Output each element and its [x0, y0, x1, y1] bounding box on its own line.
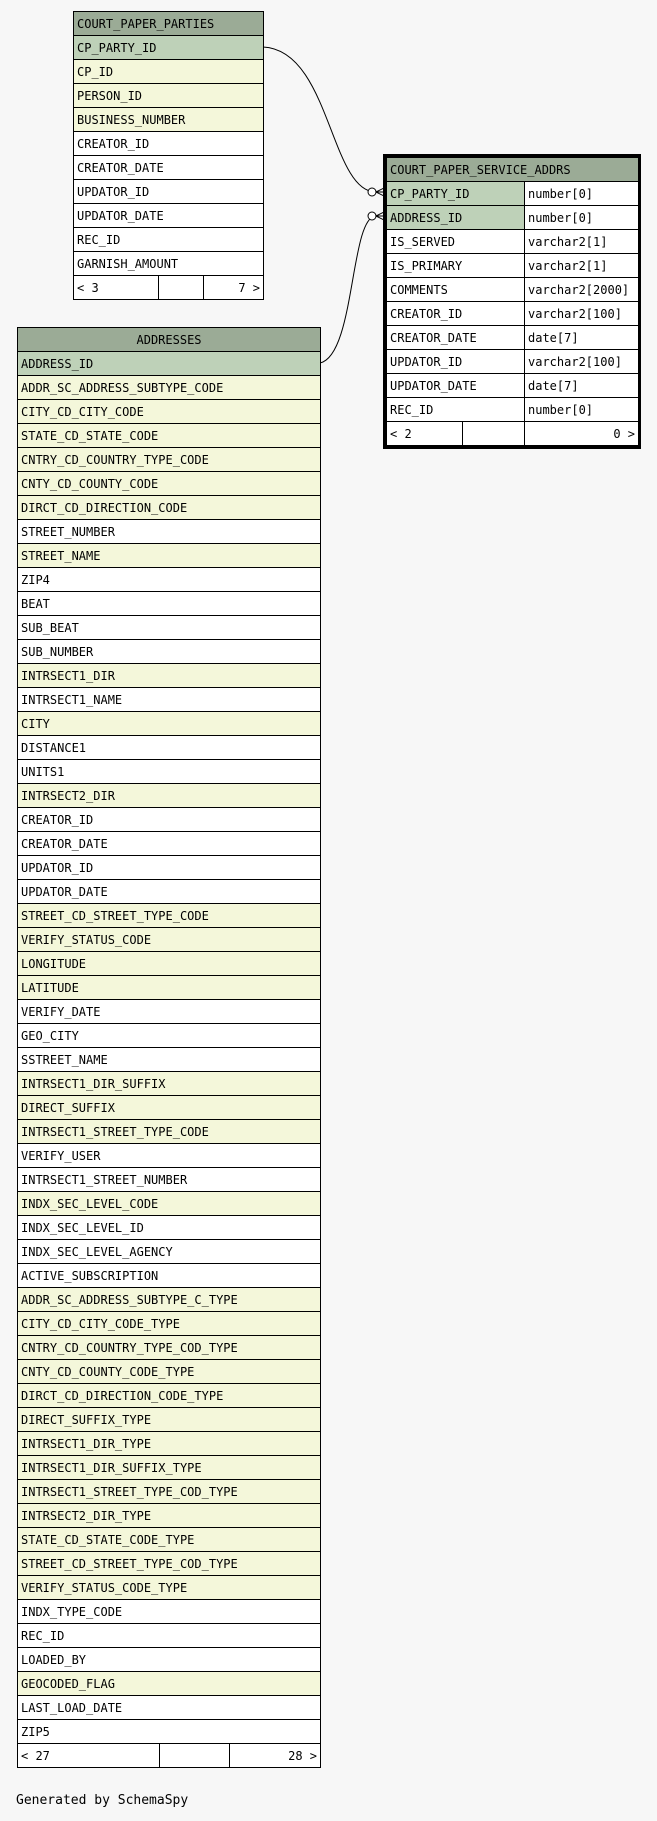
column-row[interactable]: [387, 230, 639, 254]
column-name: ADDRESS_ID: [18, 352, 321, 376]
column-name: CREATOR_ID: [74, 132, 264, 156]
column-name: DIRECT_SUFFIX_TYPE: [18, 1408, 321, 1432]
column-name: CP_ID: [74, 60, 264, 84]
column-row[interactable]: [18, 1024, 321, 1048]
column-name: ZIP5: [18, 1720, 321, 1744]
column-row[interactable]: [18, 1408, 321, 1432]
column-name: UPDATOR_ID: [18, 856, 321, 880]
column-row[interactable]: [18, 424, 321, 448]
column-row[interactable]: [18, 1288, 321, 1312]
connector-optional-marker: [368, 212, 376, 220]
column-name: STATE_CD_STATE_CODE: [18, 424, 321, 448]
column-row[interactable]: [18, 640, 321, 664]
column-row[interactable]: [18, 808, 321, 832]
column-type: date[7]: [525, 326, 639, 350]
column-name: GEO_CITY: [18, 1024, 321, 1048]
column-row[interactable]: [18, 1432, 321, 1456]
column-name: UPDATOR_DATE: [387, 374, 525, 398]
column-name: GARNISH_AMOUNT: [74, 252, 264, 276]
column-name: ADDR_SC_ADDRESS_SUBTYPE_C_TYPE: [18, 1288, 321, 1312]
column-row[interactable]: [18, 976, 321, 1000]
column-name: DIRCT_CD_DIRECTION_CODE_TYPE: [18, 1384, 321, 1408]
column-row[interactable]: [74, 36, 264, 60]
column-name: SSTREET_NAME: [18, 1048, 321, 1072]
column-name: LONGITUDE: [18, 952, 321, 976]
column-row[interactable]: [387, 350, 639, 374]
column-name: INTRSECT2_DIR_TYPE: [18, 1504, 321, 1528]
column-row[interactable]: [18, 664, 321, 688]
table-header-row: [387, 158, 639, 182]
table-name: COURT_PAPER_PARTIES: [74, 12, 264, 36]
connector-parties-to-service-addrs: [263, 47, 375, 192]
column-name: CNTY_CD_COUNTY_CODE: [18, 472, 321, 496]
column-name: CNTRY_CD_COUNTRY_TYPE_COD_TYPE: [18, 1336, 321, 1360]
column-name: COMMENTS: [387, 278, 525, 302]
column-name: INTRSECT1_DIR_TYPE: [18, 1432, 321, 1456]
column-name: VERIFY_STATUS_CODE_TYPE: [18, 1576, 321, 1600]
column-name: INDX_TYPE_CODE: [18, 1600, 321, 1624]
column-type: number[0]: [525, 182, 639, 206]
column-name: INDX_SEC_LEVEL_ID: [18, 1216, 321, 1240]
column-row[interactable]: [74, 84, 264, 108]
column-row[interactable]: [18, 784, 321, 808]
column-name: INTRSECT1_NAME: [18, 688, 321, 712]
column-name: CREATOR_DATE: [18, 832, 321, 856]
children-count: 7 >: [204, 276, 264, 300]
column-name: IS_PRIMARY: [387, 254, 525, 278]
column-name: VERIFY_STATUS_CODE: [18, 928, 321, 952]
column-row[interactable]: [18, 1144, 321, 1168]
column-name: DISTANCE1: [18, 736, 321, 760]
column-type: number[0]: [525, 398, 639, 422]
column-row[interactable]: [18, 1096, 321, 1120]
column-row[interactable]: [18, 1120, 321, 1144]
column-name: GEOCODED_FLAG: [18, 1672, 321, 1696]
column-row[interactable]: [18, 1048, 321, 1072]
column-row[interactable]: [18, 1648, 321, 1672]
column-row[interactable]: [387, 278, 639, 302]
column-row[interactable]: [18, 952, 321, 976]
table-footer-row: [74, 276, 264, 300]
table-name: COURT_PAPER_SERVICE_ADDRS: [387, 158, 639, 182]
column-row[interactable]: [18, 1384, 321, 1408]
column-name: ZIP4: [18, 568, 321, 592]
connector-optional-marker: [368, 188, 376, 196]
column-name: VERIFY_DATE: [18, 1000, 321, 1024]
column-row[interactable]: [74, 60, 264, 84]
column-name: ACTIVE_SUBSCRIPTION: [18, 1264, 321, 1288]
column-row[interactable]: [18, 880, 321, 904]
table-header-row: [74, 12, 264, 36]
column-row[interactable]: [18, 616, 321, 640]
column-row[interactable]: [18, 1600, 321, 1624]
footer-spacer: [160, 1744, 230, 1768]
column-type: number[0]: [525, 206, 639, 230]
column-row[interactable]: [18, 1624, 321, 1648]
parents-count: < 3: [74, 276, 159, 300]
column-name: REC_ID: [18, 1624, 321, 1648]
column-name: LATITUDE: [18, 976, 321, 1000]
column-row[interactable]: [18, 1312, 321, 1336]
column-name: DIRECT_SUFFIX: [18, 1096, 321, 1120]
column-row[interactable]: [18, 1000, 321, 1024]
column-name: BEAT: [18, 592, 321, 616]
column-type: varchar2[100]: [525, 350, 639, 374]
entity-addresses[interactable]: [17, 327, 320, 1768]
column-name: STREET_CD_STREET_TYPE_COD_TYPE: [18, 1552, 321, 1576]
column-name: INTRSECT1_DIR_SUFFIX_TYPE: [18, 1456, 321, 1480]
column-type: varchar2[100]: [525, 302, 639, 326]
column-row[interactable]: [18, 1528, 321, 1552]
column-name: CITY_CD_CITY_CODE: [18, 400, 321, 424]
column-row[interactable]: [18, 352, 321, 376]
column-name: UPDATOR_DATE: [18, 880, 321, 904]
column-name: UPDATOR_ID: [387, 350, 525, 374]
column-name: SUB_NUMBER: [18, 640, 321, 664]
column-name: INTRSECT2_DIR: [18, 784, 321, 808]
column-row[interactable]: [18, 1672, 321, 1696]
column-row[interactable]: [18, 760, 321, 784]
column-row[interactable]: [74, 204, 264, 228]
column-name: STATE_CD_STATE_CODE_TYPE: [18, 1528, 321, 1552]
column-name: INTRSECT1_STREET_NUMBER: [18, 1168, 321, 1192]
footer-spacer: [463, 422, 525, 446]
generated-by-label: Generated by SchemaSpy: [16, 1793, 189, 1808]
column-type: varchar2[1]: [525, 254, 639, 278]
column-name: INTRSECT1_STREET_TYPE_COD_TYPE: [18, 1480, 321, 1504]
column-name: UNITS1: [18, 760, 321, 784]
column-row[interactable]: [18, 1552, 321, 1576]
column-row[interactable]: [18, 1240, 321, 1264]
column-name: CNTRY_CD_COUNTRY_TYPE_CODE: [18, 448, 321, 472]
entity-court-paper-service-addrs[interactable]: [383, 154, 641, 449]
column-row[interactable]: [18, 568, 321, 592]
column-row[interactable]: [74, 132, 264, 156]
column-name: STREET_NUMBER: [18, 520, 321, 544]
column-row[interactable]: [387, 398, 639, 422]
connector-addresses-to-service-addrs: [320, 216, 375, 363]
column-row[interactable]: [18, 736, 321, 760]
column-name: LOADED_BY: [18, 1648, 321, 1672]
column-name: IS_SERVED: [387, 230, 525, 254]
column-row[interactable]: [387, 374, 639, 398]
column-row[interactable]: [387, 326, 639, 350]
column-name: BUSINESS_NUMBER: [74, 108, 264, 132]
children-count: 0 >: [525, 422, 639, 446]
column-name: CITY_CD_CITY_CODE_TYPE: [18, 1312, 321, 1336]
column-row[interactable]: [18, 544, 321, 568]
column-row[interactable]: [18, 688, 321, 712]
column-name: CREATOR_DATE: [387, 326, 525, 350]
column-row[interactable]: [74, 108, 264, 132]
column-row[interactable]: [18, 904, 321, 928]
column-row[interactable]: [18, 928, 321, 952]
column-name: STREET_CD_STREET_TYPE_CODE: [18, 904, 321, 928]
column-name: CREATOR_ID: [18, 808, 321, 832]
table-footer-row: [387, 422, 639, 446]
column-row[interactable]: [18, 400, 321, 424]
column-name: CREATOR_ID: [387, 302, 525, 326]
column-name: INTRSECT1_STREET_TYPE_CODE: [18, 1120, 321, 1144]
column-row[interactable]: [18, 1696, 321, 1720]
table-footer-row: [18, 1744, 321, 1768]
column-name: LAST_LOAD_DATE: [18, 1696, 321, 1720]
column-name: STREET_NAME: [18, 544, 321, 568]
column-row[interactable]: [18, 520, 321, 544]
column-type: varchar2[2000]: [525, 278, 639, 302]
column-name: REC_ID: [74, 228, 264, 252]
column-name: UPDATOR_DATE: [74, 204, 264, 228]
entity-court-paper-parties[interactable]: [73, 11, 263, 300]
footer-spacer: [159, 276, 204, 300]
column-row[interactable]: [18, 1360, 321, 1384]
column-row[interactable]: [74, 228, 264, 252]
column-row[interactable]: [18, 592, 321, 616]
column-name: SUB_BEAT: [18, 616, 321, 640]
column-name: CREATOR_DATE: [74, 156, 264, 180]
column-name: CP_PARTY_ID: [387, 182, 525, 206]
column-row[interactable]: [18, 832, 321, 856]
column-row[interactable]: [18, 1216, 321, 1240]
column-name: INTRSECT1_DIR: [18, 664, 321, 688]
column-type: date[7]: [525, 374, 639, 398]
column-row[interactable]: [18, 1456, 321, 1480]
column-name: DIRCT_CD_DIRECTION_CODE: [18, 496, 321, 520]
column-row[interactable]: [18, 1576, 321, 1600]
column-name: CITY: [18, 712, 321, 736]
column-row[interactable]: [387, 206, 639, 230]
column-row[interactable]: [18, 448, 321, 472]
column-row[interactable]: [18, 472, 321, 496]
parents-count: < 27: [18, 1744, 160, 1768]
column-name: CNTY_CD_COUNTY_CODE_TYPE: [18, 1360, 321, 1384]
column-name: PERSON_ID: [74, 84, 264, 108]
column-row[interactable]: [74, 156, 264, 180]
column-row[interactable]: [18, 1720, 321, 1744]
column-row[interactable]: [18, 1480, 321, 1504]
column-row[interactable]: [74, 252, 264, 276]
column-row[interactable]: [74, 180, 264, 204]
column-row[interactable]: [387, 302, 639, 326]
column-name: INTRSECT1_DIR_SUFFIX: [18, 1072, 321, 1096]
column-name: ADDRESS_ID: [387, 206, 525, 230]
column-row[interactable]: [18, 376, 321, 400]
column-row[interactable]: [18, 1072, 321, 1096]
children-count: 28 >: [230, 1744, 321, 1768]
column-row[interactable]: [18, 856, 321, 880]
column-type: varchar2[1]: [525, 230, 639, 254]
column-row[interactable]: [387, 182, 639, 206]
column-row[interactable]: [18, 1192, 321, 1216]
column-row[interactable]: [18, 496, 321, 520]
column-name: INDX_SEC_LEVEL_AGENCY: [18, 1240, 321, 1264]
table-header-row: [18, 328, 321, 352]
column-row[interactable]: [18, 1168, 321, 1192]
column-row[interactable]: [18, 712, 321, 736]
column-row[interactable]: [18, 1336, 321, 1360]
column-name: VERIFY_USER: [18, 1144, 321, 1168]
column-name: CP_PARTY_ID: [74, 36, 264, 60]
column-name: INDX_SEC_LEVEL_CODE: [18, 1192, 321, 1216]
parents-count: < 2: [387, 422, 463, 446]
column-name: UPDATOR_ID: [74, 180, 264, 204]
column-name: ADDR_SC_ADDRESS_SUBTYPE_CODE: [18, 376, 321, 400]
column-row[interactable]: [18, 1264, 321, 1288]
table-name: ADDRESSES: [18, 328, 321, 352]
column-name: REC_ID: [387, 398, 525, 422]
column-row[interactable]: [18, 1504, 321, 1528]
column-row[interactable]: [387, 254, 639, 278]
